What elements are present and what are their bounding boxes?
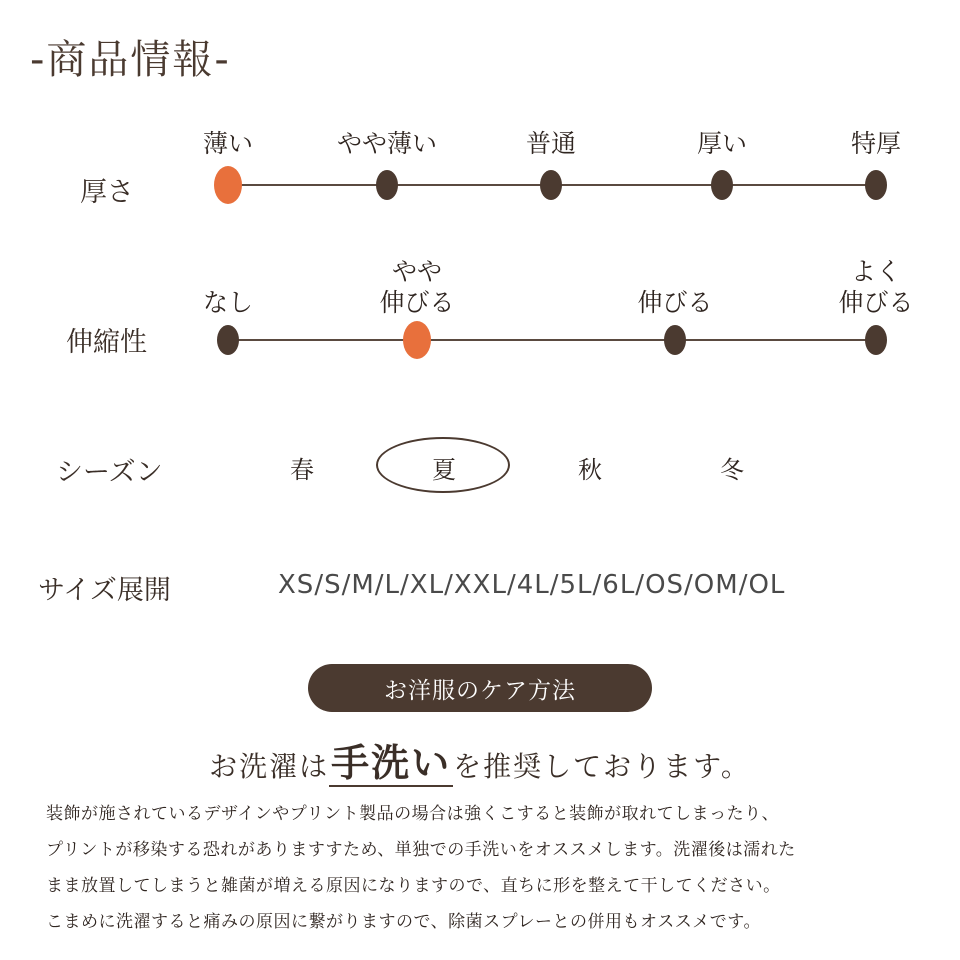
scale-dot-selected bbox=[403, 321, 431, 359]
care-paragraph-line: プリントが移染する恐れがありますすため、単独での手洗いをオススメします。洗濯後は濡れた bbox=[46, 840, 796, 860]
care-paragraph-line: まま放置してしまうと雑菌が増える原因になりますので、直ちに形を整えて干してください。 bbox=[46, 876, 781, 896]
scale-option-label: よく 伸びる bbox=[838, 257, 914, 317]
scale-option-label: 厚い bbox=[696, 129, 748, 158]
scale-option-label: やや 伸びる bbox=[379, 257, 455, 317]
scale-dot bbox=[711, 170, 733, 200]
season-label: シーズン bbox=[56, 457, 163, 488]
care-paragraph-line: こまめに洗濯すると痛みの原因に繋がりますので、除菌スプレーとの併用もオススメです。 bbox=[46, 912, 761, 932]
scale-option-label: やや薄い bbox=[336, 129, 438, 158]
season-option: 春 bbox=[290, 456, 314, 484]
scale-option-label: 伸びる bbox=[637, 288, 713, 317]
scale-dot-selected bbox=[214, 166, 242, 204]
stretch-label: 伸縮性 bbox=[66, 327, 147, 358]
season-option: 冬 bbox=[720, 456, 744, 484]
care-method-badge: お洋服のケア方法 bbox=[308, 664, 652, 712]
sizes-value: XS/S/M/L/XL/XXL/4L/5L/6L/OS/OM/OL bbox=[278, 570, 786, 600]
care-recommendation bbox=[0, 732, 960, 787]
scale-option-label: 薄い bbox=[202, 129, 254, 158]
scale-option-label: 普通 bbox=[525, 129, 577, 158]
season-option: 秋 bbox=[578, 456, 602, 484]
scale-dot bbox=[376, 170, 398, 200]
scale-dot bbox=[217, 325, 239, 355]
page-title: -商品情報- bbox=[30, 37, 231, 83]
thickness-label: 厚さ bbox=[80, 177, 134, 208]
scale-dot bbox=[865, 325, 887, 355]
care-line-emphasis: 手洗い bbox=[331, 741, 452, 785]
care-paragraph bbox=[46, 796, 926, 940]
sizes-label: サイズ展開 bbox=[38, 575, 171, 606]
care-line-prefix: お洗濯は bbox=[209, 750, 330, 783]
scale-dot bbox=[664, 325, 686, 355]
season-option-selected: 夏 bbox=[432, 456, 456, 484]
care-paragraph-line: 装飾が施されているデザインやプリント製品の場合は強くこすると装飾が取れてしまったり、 bbox=[46, 804, 780, 824]
scale-dot bbox=[865, 170, 887, 200]
stretch-scale-line bbox=[228, 339, 876, 341]
scale-dot bbox=[540, 170, 562, 200]
scale-option-label: 特厚 bbox=[850, 129, 902, 158]
care-line-suffix: を推奨しております。 bbox=[453, 750, 751, 783]
scale-option-label: なし bbox=[202, 288, 254, 317]
